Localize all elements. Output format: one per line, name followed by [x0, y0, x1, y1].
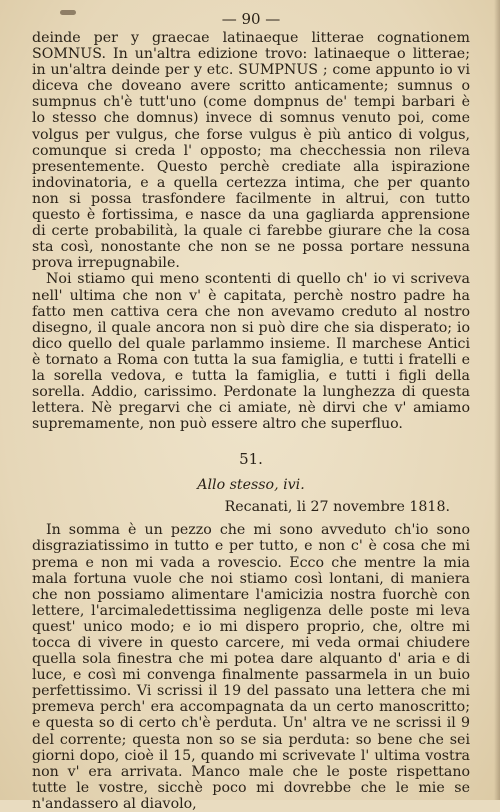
paragraph-continuation: deinde per y graecae latinaeque litterae cognationem SOMNUS. In un'altra edizione trovo: latinaeque o litterae; in un'altra deinde per y etc. SUMPNUS ; come appunto io vi diceva che doveano avere scritto anticamente; sumnus o sumpnus ch'è tutt'uno (come dompnus de' tempi barbari è lo stesso che domnus) invece di somnus venuto poi, come volgus per vulgus, che forse vulgus è più antico di volgus, comunque si creda l' opposto; ma checchessia non rileva presentemente. Questo perchè crediate alla ispirazione indovinatoria, e a quella certezza intima, che per quanto non si possa trasfondere facilmente in altrui, con tutto questo è fortissima, e nasce da una gagliarda apprensione di certe probabilità, la quale ci farebbe giurare che la cosa sta così, nonostante che non se ne possa portare nessuna prova irrepugnabile.	[32, 30, 470, 272]
letter-dateline: Recanati, li 27 novembre 1818.	[224, 499, 450, 516]
letter-number: 51.	[239, 450, 263, 469]
ink-smudge	[60, 10, 76, 15]
paragraph-closing: Noi stiamo qui meno scontenti di quello ch' io vi scriveva nell' ultima che non v' è capitata, perchè nostro padre ha fatto men cattiva cera che non avevamo creduto al nostro disegno, il quale ancora non si può dire che sia disperato; io dico quello del quale parlammo insieme. Il marchese Antici è tornato a Roma con tutta la sua famiglia, e tutti i fratelli e la sorella vedova, e tutta la famiglia, e tutti i figli della sorella. Addio, carissimo. Perdonate la lunghezza di questa lettera. Nè pregarvi che ci amiate, nè dirvi che v' amiamo supremamente, non può essere altro che superfluo.	[32, 271, 470, 433]
letter-recipient: Allo stesso, ivi.	[197, 477, 305, 494]
letter-body: In somma è un pezzo che mi sono avveduto ch'io sono disgraziatissimo in tutto e per tutto, e non c' è cosa che mi prema e non mi vada a rovescio. Ecco che mentre la mia mala fortuna vuole che noi stiamo così lontani, di maniera che non possiamo alimentare l'amicizia nostra fuorchè con lettere, l'arcimaledettissima negligenza delle poste mi leva quest' unico modo; e io mi dispero proprio, che, oltre mi tocca di vivere in questo carcere, mi veda ormai chiudere quella sola finestra che mi potea dare alquanto d' aria e di luce, e così mi convenga finalmente passarmela in un buio perfettissimo. Vi scrissi il 19 del passato una lettera che mi premeva perch' era accompagnata da un certo manoscritto; e questa so di certo ch'è perduta. Un' altra ve ne scrissi il 9 del corrente; questa non so se sia perduta: so bene che sei giorni dopo, cioè il 15, quando mi scrivevate l' ultima vostra non v' era arrivata. Manco male che le poste rispettano tutte le vostre, sicchè poco mi dovrebbe che le mie se n'andassero al diavolo,	[32, 522, 470, 812]
page-number: — 90 —	[221, 10, 281, 28]
